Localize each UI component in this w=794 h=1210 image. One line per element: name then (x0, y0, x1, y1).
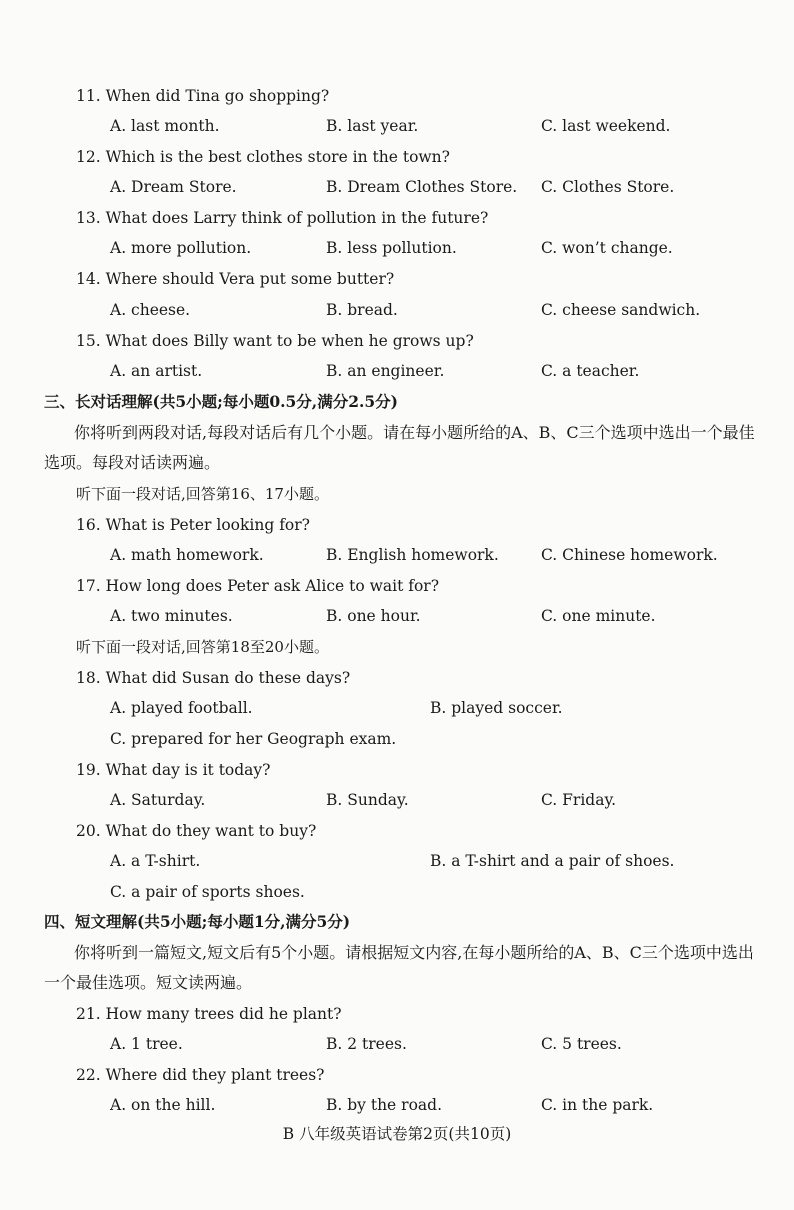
option-13b: B. less pollution. (326, 239, 457, 257)
question-13: 13. What does Larry think of pollution in the future? (76, 209, 489, 227)
option-13c: C. won’t change. (541, 239, 673, 257)
option-19a: A. Saturday. (110, 791, 206, 809)
option-16c: C. Chinese homework. (541, 546, 718, 564)
section-3-note-1: 听下面一段对话,回答第16、17小题。 (76, 485, 329, 503)
question-18: 18. What did Susan do these days? (76, 669, 351, 687)
option-18b: B. played soccer. (430, 699, 563, 717)
option-22b: B. by the road. (326, 1096, 442, 1114)
question-15: 15. What does Billy want to be when he grows up? (76, 332, 474, 350)
question-12: 12. Which is the best clothes store in the town? (76, 148, 450, 166)
option-14c: C. cheese sandwich. (541, 301, 701, 319)
option-11b: B. last year. (326, 117, 419, 135)
option-18a: A. played football. (110, 699, 253, 717)
option-19b: B. Sunday. (326, 791, 409, 809)
option-17c: C. one minute. (541, 607, 656, 625)
section-3-title: 三、长对话理解(共5小题;每小题0.5分,满分2.5分) (44, 392, 399, 411)
question-17: 17. How long does Peter ask Alice to wait for? (76, 577, 440, 595)
option-12b: B. Dream Clothes Store. (326, 178, 518, 196)
section-3-instruction: 你将听到两段对话,每段对话后有几个小题。请在每小题所给的A、B、C三个选项中选出一个最佳选项。每段对话读两遍。 (44, 423, 755, 472)
option-19c: C. Friday. (541, 791, 617, 809)
option-18c: C. prepared for her Geograph exam. (110, 730, 397, 748)
question-16: 16. What is Peter looking for? (76, 516, 310, 534)
option-22a: A. on the hill. (110, 1096, 216, 1114)
option-20c: C. a pair of sports shoes. (110, 883, 305, 901)
question-20: 20. What do they want to buy? (76, 822, 317, 840)
section-3-note-2: 听下面一段对话,回答第18至20小题。 (76, 638, 329, 656)
option-21b: B. 2 trees. (326, 1035, 407, 1053)
option-16b: B. English homework. (326, 546, 499, 564)
question-22: 22. Where did they plant trees? (76, 1066, 325, 1084)
option-21a: A. 1 tree. (110, 1035, 183, 1053)
section-4-title: 四、短文理解(共5小题;每小题1分,满分5分) (44, 912, 351, 931)
question-21: 21. How many trees did he plant? (76, 1005, 342, 1023)
question-11: 11. When did Tina go shopping? (76, 87, 330, 105)
question-19: 19. What day is it today? (76, 761, 271, 779)
option-12a: A. Dream Store. (110, 178, 237, 196)
option-15c: C. a teacher. (541, 362, 640, 380)
option-13a: A. more pollution. (110, 239, 252, 257)
option-15b: B. an engineer. (326, 362, 445, 380)
section-4-instruction: 你将听到一篇短文,短文后有5个小题。请根据短文内容,在每小题所给的A、B、C三个选项中选出一个最佳选项。短文读两遍。 (44, 943, 754, 992)
option-20a: A. a T-shirt. (110, 852, 201, 870)
option-12c: C. Clothes Store. (541, 178, 675, 196)
option-11c: C. last weekend. (541, 117, 671, 135)
option-22c: C. in the park. (541, 1096, 654, 1114)
option-15a: A. an artist. (110, 362, 203, 380)
option-14a: A. cheese. (110, 301, 191, 319)
option-11a: A. last month. (110, 117, 220, 135)
option-17a: A. two minutes. (110, 607, 233, 625)
option-16a: A. math homework. (110, 546, 264, 564)
option-21c: C. 5 trees. (541, 1035, 622, 1053)
option-20b: B. a T-shirt and a pair of shoes. (430, 852, 675, 870)
option-17b: B. one hour. (326, 607, 421, 625)
question-14: 14. Where should Vera put some butter? (76, 270, 395, 288)
page-footer: B 八年级英语试卷第2页(共10页) (282, 1125, 512, 1143)
option-14b: B. bread. (326, 301, 398, 319)
